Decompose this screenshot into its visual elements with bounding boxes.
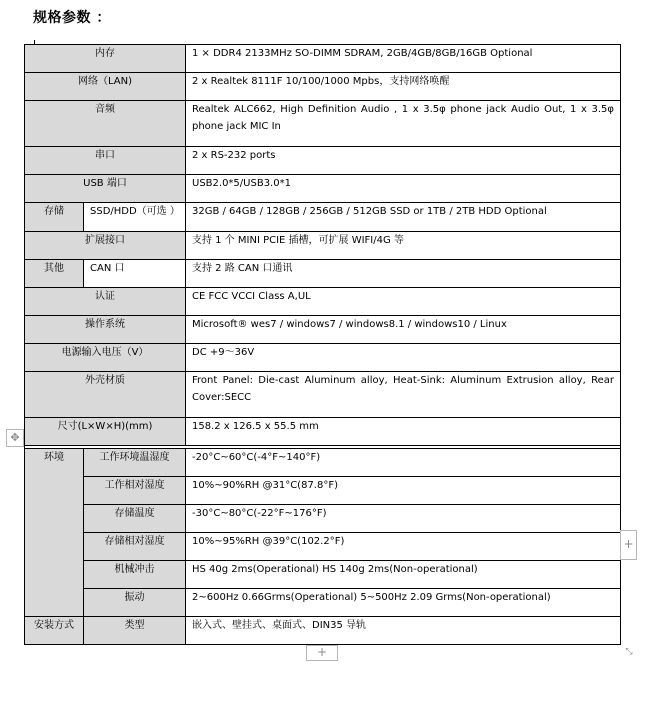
table-row[interactable] xyxy=(25,344,621,372)
table-row[interactable] xyxy=(25,316,621,344)
table-row[interactable] xyxy=(25,175,621,203)
row-label-expansion: 扩展接口 xyxy=(25,232,186,260)
row-label-cert: 认证 xyxy=(25,288,186,316)
table-row[interactable] xyxy=(25,477,621,505)
env-value[interactable]: -30°C~80°C(-22°F~176°F) xyxy=(186,505,621,533)
page-heading: 规格参数 ： xyxy=(33,10,111,26)
group-label-other: 其他 xyxy=(25,260,84,288)
table-row[interactable] xyxy=(25,372,621,418)
row-label-material: 外壳材质 xyxy=(25,372,186,418)
env-label: 存储相对湿度 xyxy=(84,533,186,561)
table-row[interactable] xyxy=(25,232,621,260)
env-label: 工作相对湿度 xyxy=(84,477,186,505)
row-value-audio[interactable]: Realtek ALC662, High Definition Audio , 1 x 3.5φ phone jack Audio Out, 1 x 3.5φ phone jack MIC In xyxy=(186,101,621,147)
row-label-size: 尺寸(L×W×H)(mm) xyxy=(25,418,186,446)
row-label-lan: 网络（LAN) xyxy=(25,73,186,101)
row-label-memory: 内存 xyxy=(25,45,186,73)
table-row[interactable] xyxy=(25,418,621,446)
row-value-serial[interactable]: 2 x RS-232 ports xyxy=(186,147,621,175)
table-row[interactable] xyxy=(25,73,621,101)
add-column-button[interactable]: + xyxy=(620,530,637,560)
env-value[interactable]: 10%~95%RH @39°C(102.2°F) xyxy=(186,533,621,561)
row-value-expansion[interactable]: 支持 1 个 MINI PCIE 插槽，可扩展 WIFI/4G 等 xyxy=(186,232,621,260)
table-move-handle-icon[interactable]: ✥ xyxy=(6,429,24,447)
env-label: 存储温度 xyxy=(84,505,186,533)
row-label-os: 操作系统 xyxy=(25,316,186,344)
table-row[interactable] xyxy=(25,561,621,589)
row-value-mounting-type[interactable]: 嵌入式、壁挂式、桌面式、DIN35 导轨 xyxy=(186,617,621,645)
row-label-mounting-type: 类型 xyxy=(84,617,186,645)
row-label-serial: 串口 xyxy=(25,147,186,175)
group-label-mounting: 安装方式 xyxy=(25,617,84,645)
row-value-os[interactable]: Microsoft® wes7 / windows7 / windows8.1 / windows10 / Linux xyxy=(186,316,621,344)
table-row[interactable] xyxy=(25,45,621,73)
env-label: 机械冲击 xyxy=(84,561,186,589)
row-label-power: 电源输入电压（V） xyxy=(25,344,186,372)
row-value-usb[interactable]: USB2.0*5/USB3.0*1 xyxy=(186,175,621,203)
row-label-audio: 音频 xyxy=(25,101,186,147)
env-value[interactable]: 10%~90%RH @31°C(87.8°F) xyxy=(186,477,621,505)
spec-table[interactable] xyxy=(24,44,621,645)
env-value[interactable]: HS 40g 2ms(Operational) HS 140g 2ms(Non-operational) xyxy=(186,561,621,589)
table-row[interactable] xyxy=(25,101,621,147)
row-value-can[interactable]: 支持 2 路 CAN 口通讯 xyxy=(186,260,621,288)
table-row[interactable] xyxy=(25,288,621,316)
table-row[interactable] xyxy=(25,147,621,175)
table-row[interactable] xyxy=(25,203,621,232)
table-row[interactable] xyxy=(25,617,621,645)
group-label-storage: 存储 xyxy=(25,203,84,232)
table-row[interactable] xyxy=(25,589,621,617)
row-value-cert[interactable]: CE FCC VCCI Class A,UL xyxy=(186,288,621,316)
table-resize-handle-icon[interactable]: ⤡ xyxy=(622,646,636,660)
env-value[interactable]: 2~600Hz 0.66Grms(Operational) 5~500Hz 2.09 Grms(Non-operational) xyxy=(186,589,621,617)
row-label-usb: USB 端口 xyxy=(25,175,186,203)
env-label: 工作环境温湿度 xyxy=(84,449,186,477)
table-row[interactable] xyxy=(25,533,621,561)
row-value-size[interactable]: 158.2 x 126.5 x 55.5 mm xyxy=(186,418,621,446)
group-label-environment: 环境 xyxy=(25,449,84,617)
row-value-lan[interactable]: 2 x Realtek 8111F 10/100/1000 Mpbs，支持网络唤醒 xyxy=(186,73,621,101)
row-value-storage[interactable]: 32GB / 64GB / 128GB / 256GB / 512GB SSD or 1TB / 2TB HDD Optional xyxy=(186,203,621,232)
table-row[interactable] xyxy=(25,449,621,477)
row-label-can: CAN 口 xyxy=(84,260,186,288)
env-label: 振动 xyxy=(84,589,186,617)
row-value-memory[interactable]: 1 × DDR4 2133MHz SO-DIMM SDRAM, 2GB/4GB/8GB/16GB Optional xyxy=(186,45,621,73)
add-row-button[interactable]: + xyxy=(306,645,338,661)
table-row[interactable] xyxy=(25,505,621,533)
row-label-storage: SSD/HDD（可选 ） xyxy=(84,203,186,232)
row-value-power[interactable]: DC +9～36V xyxy=(186,344,621,372)
table-row[interactable] xyxy=(25,260,621,288)
env-value[interactable]: -20°C~60°C(-4°F~140°F) xyxy=(186,449,621,477)
row-value-material[interactable]: Front Panel: Die-cast Aluminum alloy, Heat-Sink: Aluminum Extrusion alloy, Rear Cover:SECC xyxy=(186,372,621,418)
